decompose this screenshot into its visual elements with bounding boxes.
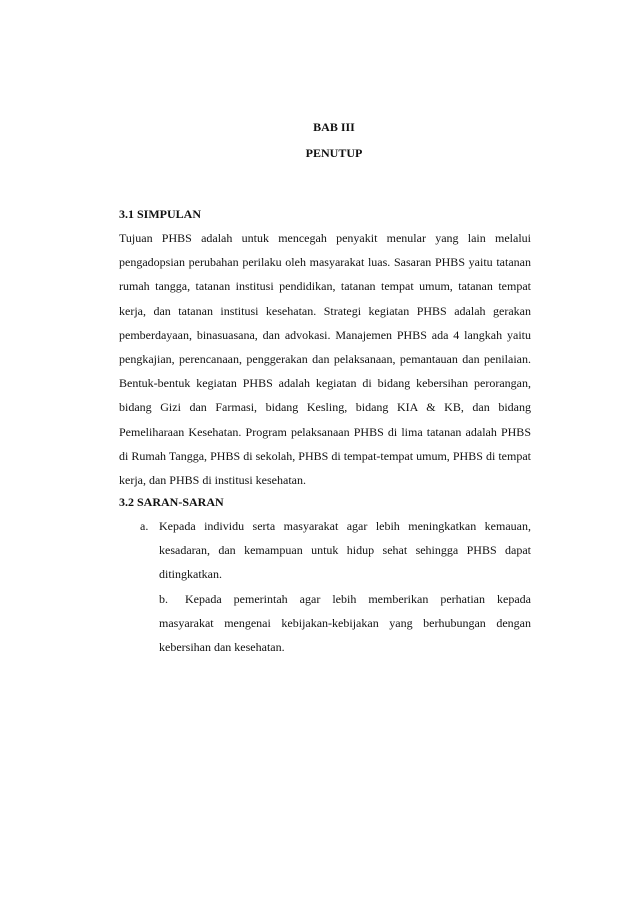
list-item <box>140 587 531 660</box>
section-heading-saran: 3.2 SARAN-SARAN <box>119 495 224 509</box>
section-heading-simpulan: 3.1 SIMPULAN <box>119 207 202 221</box>
saran-list <box>140 514 531 659</box>
list-marker: a. <box>140 519 149 533</box>
section-paragraph-simpulan: Tujuan PHBS adalah untuk mencegah penyakit menular yang lain melalui pengadopsian perubahan perilaku oleh masyarakat luas. Sasaran PHBS yaitu tatanan rumah tangga, tatanan institusi pendidikan, tatanan tempat umum, tatanan tempat kerja, dan tatanan institusi kesehatan. Strategi kegiatan PHBS adalah gerakan pemberdayaan, binasuasana, dan advokasi. Manajemen PHBS ada 4 langkah yaitu pengkajian, perencanaan, penggerakan dan pelaksanaan, pemantauan dan penilaian. Bentuk-bentuk kegiatan PHBS adalah kegiatan di bidang kebersihan perorangan, bidang Gizi dan Farmasi, bidang Kesling, bidang KIA & KB, dan bidang Pemeliharaan Kesehatan. Program pelaksanaan PHBS di lima tatanan adalah PHBS di Rumah Tangga, PHBS di sekolah, PHBS di tempat-tempat umum, PHBS di tempat kerja, dan PHBS di institusi kesehatan. <box>119 231 531 488</box>
chapter-number: BAB III <box>313 120 355 134</box>
list-item-text: Kepada pemerintah agar lebih memberikan perhatian kepada masyarakat mengenai kebijakan-kebijakan yang berhubungan dengan kebersihan dan kesehatan. <box>159 591 531 655</box>
list-item <box>140 514 531 587</box>
list-marker: b. <box>159 591 168 606</box>
list-item-text: Kepada individu serta masyarakat agar lebih meningkatkan kemauan, kesadaran, dan kemampuan untuk hidup sehat sehingga PHBS dapat ditingkatkan. <box>159 519 531 582</box>
chapter-title: PENUTUP <box>305 146 363 160</box>
